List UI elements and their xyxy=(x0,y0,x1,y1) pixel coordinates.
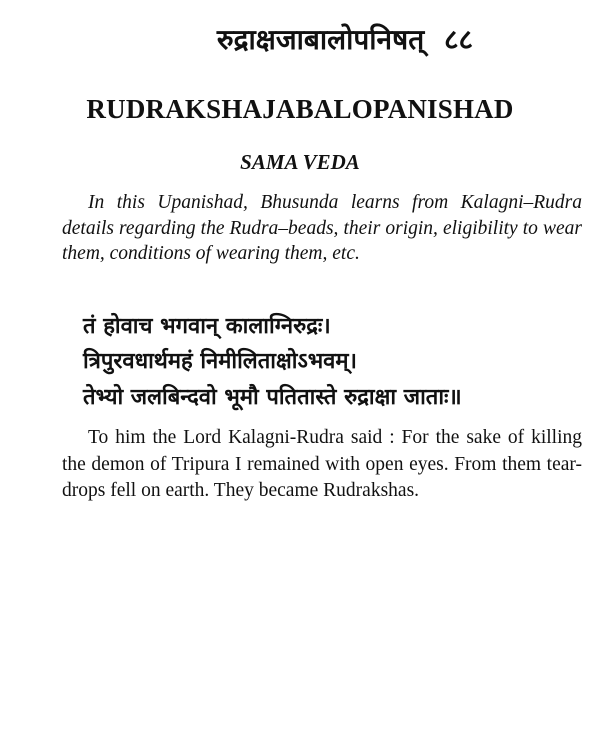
english-title: RUDRAKSHAJABALOPANISHAD xyxy=(86,94,514,124)
veda-subtitle: SAMA VEDA xyxy=(240,150,360,174)
verse-line: त्रिपुरवधार्थमहं निमीलिताक्षोऽभवम्। xyxy=(83,349,357,374)
page-number: ८८ xyxy=(443,23,474,56)
sanskrit-title: रुद्राक्षजाबालोपनिषत् xyxy=(216,23,425,56)
intro-paragraph: In this Upanishad, Bhusunda learns from Kalagni–Rudra details regarding the Rudra–beads, their origin, eligibility to wear them, conditions of wearing them, etc. xyxy=(62,192,582,264)
verse-line: तं होवाच भगवान् कालाग्निरुद्रः। xyxy=(83,314,331,339)
sanskrit-header xyxy=(0,20,600,58)
translation-paragraph: To him the Lord Kalagni-Rudra said : For the sake of killing the demon of Tripura I remained with open eyes. From them tear-drops fell on earth. They became Rudrakshas. xyxy=(62,427,582,501)
verse-line: तेभ्यो जलबिन्दवो भूमौ पतितास्ते रुद्राक्षा जाताः॥ xyxy=(83,385,462,410)
